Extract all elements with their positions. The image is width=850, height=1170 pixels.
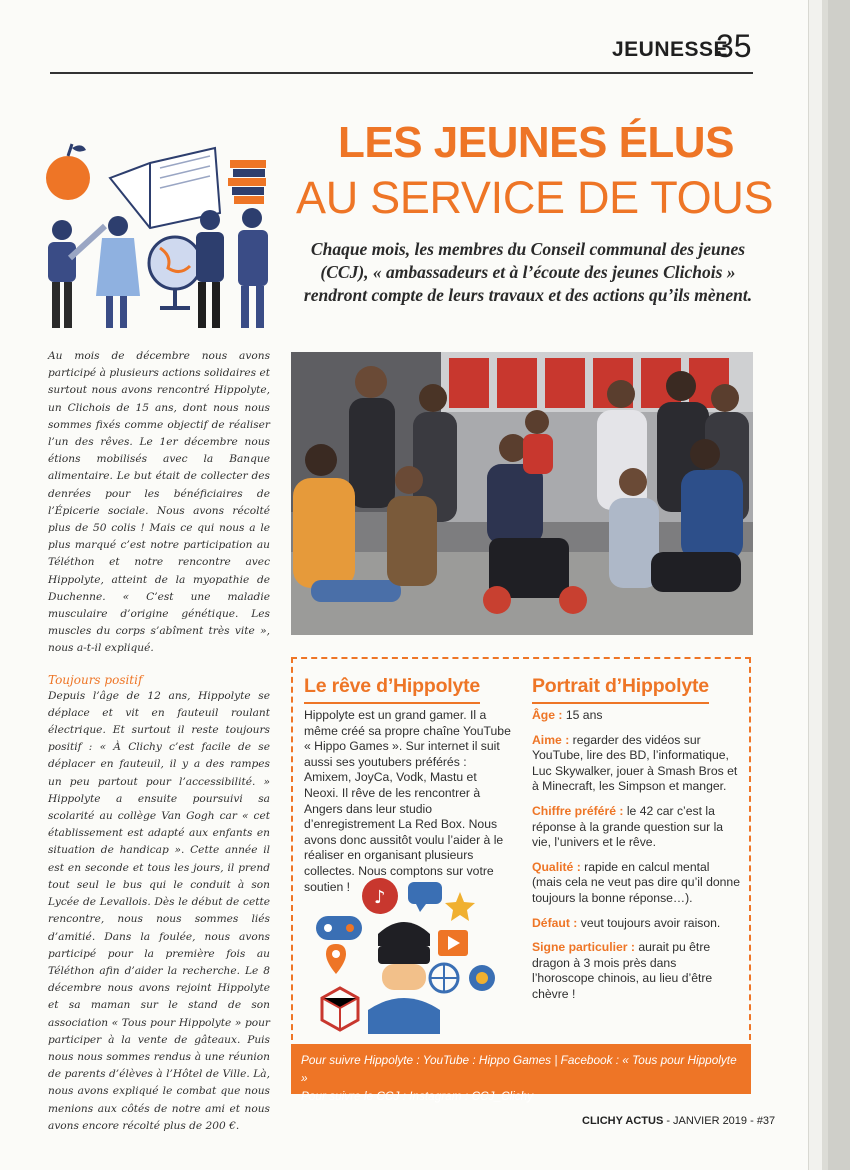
cube-icon <box>322 988 358 1030</box>
target-icon <box>469 965 495 991</box>
chat-bubble-icon <box>408 882 442 912</box>
page-number: 35 <box>716 28 752 64</box>
portrait-item-likes: Aime : regarder des vidéos sur YouTube, lire des BD, l’informatique, Luc Skywalker, jouer à Smash Bros et à Minecraft, les Simpson et manger. <box>532 732 738 794</box>
reve-text: Hippolyte est un grand gamer. Il a même créé sa propre chaîne YouTube « Hippo Games ». Sur internet il suit aussi ses youtubers préférés : Amixem, JoyCa, Vodk, Mastu et Neoxi. Il rêve de les rencontrer à Angers dans leur studio d’enregistrement La Red Box. Nous avons donc aussitôt voulu l’aider à le réaliser en organisant plusieurs collectes. Nous comptons sur votre soutien ! <box>304 708 511 894</box>
gamer-illustration <box>308 874 504 1034</box>
portrait-item-sign: Signe particulier : aurait pu être dragon à 3 mois près dans l’horoscope chinois, au lieu d’être chèvre ! <box>532 940 713 1001</box>
reve-title: Le rêve d’Hippolyte <box>304 675 480 698</box>
globe-icon <box>149 237 201 308</box>
article-paragraph-2: Depuis l’âge de 12 ans, Hippolyte se déplace et vit en fauteuil roulant électrique. Et surtout il reste toujours positif : « À Clichy c’est facile de se déplacer en fauteuil, il y a des rampes un peu partout pour l’accessibilité. » Hippolyte a ensuite poursuivi sa scolarité au collège Van Gogh car « cet établissement est adapté aux enfants en situation de handicap ». Cette année il est en seconde et tous les jours, il prend tout seul le bus qui le conduit à son Lycée de Levallois. Dès le début de cette rencontre, nous nous sommes liés d’amitié. Dans la foulée, nous avons participé pour la première fois au Téléthon afin d’aider la recherche. Le 8 décembre nous avons rejoint Hippolyte et sa maman sur le stand de son association « Tous pour Hippolyte » pour participer à la vente de gâteaux. Puis nous nous sommes rendus à une réunion de parents d’élèves à l’Hôtel de Ville. Là, nous avons expliqué le combat que nous menions aux côtés de notre ami et nous avons encore récolté plus de 200 €. <box>48 689 270 1132</box>
video-icon <box>438 930 468 956</box>
follow-hippolyte: Pour suivre Hippolyte : YouTube : Hippo Games | Facebook : « Tous pour Hippolyte » <box>301 1053 737 1085</box>
portrait-item-age: Âge : 15 ans <box>532 708 603 722</box>
globe-small-icon <box>430 964 458 992</box>
page-edge <box>808 0 823 1170</box>
location-pin-icon <box>326 944 346 974</box>
group-photo <box>291 352 753 635</box>
student-figure-1 <box>48 220 105 328</box>
follow-band <box>291 1044 751 1103</box>
folio <box>582 1115 775 1127</box>
headline-line-2: AU SERVICE DE TOUS <box>296 172 774 223</box>
student-figure-2 <box>96 216 140 328</box>
apple-icon <box>46 144 90 200</box>
article-paragraph-1: Au mois de décembre nous avons participé à plusieurs actions solidaires et surtout nous avons rencontré Hippolyte, un Clichois de 15 ans, dont nous nous sommes fixés comme objectif de réaliser l’un des rêves. Le 1er décembre nous étions mobilisés avec la Banque alimentaire. Le but était de collecter des denrées pour les bénéficiaires de l’Épicerie sociale. Nous avons récolté plus de 50 colis ! Mais ce qui nous a le plus marqué c’est notre participation au Téléthon et notre rencontre avec Hippolyte, atteint de la myopathie de Duchenne. « C’est une maladie musculaire d’origine génétique. Les muscles du corps s’abîment très vite », nous a-t-il expliqué. <box>48 350 270 655</box>
portrait-title: Portrait d’Hippolyte <box>532 675 709 698</box>
article-subhead: Toujours positif <box>48 672 143 687</box>
portrait-list <box>532 708 742 1012</box>
left-column-article <box>48 348 270 1135</box>
magazine-name: CLICHY ACTUS <box>582 1115 664 1127</box>
portrait-item-quality: Qualité : rapide en calcul mental (mais cela ne veut pas dire qu’il donne toujours la bonne réponse…). <box>532 859 740 905</box>
svg-text:♪: ♪ <box>374 887 386 908</box>
section-title: JEUNESSE <box>612 38 729 61</box>
page-edge-back <box>828 0 850 1170</box>
intro-chapo: Chaque mois, les membres du Conseil communal des jeunes (CCJ), « ambassadeurs et à l’écoute des jeunes Clichois » rendront compte de leurs travaux et des actions qu’ils mènent. <box>303 239 753 305</box>
students-illustration <box>40 138 280 333</box>
student-figure-4 <box>238 208 268 328</box>
headline-line-1: LES JEUNES ÉLUS <box>338 118 734 167</box>
portrait-item-flaw: Défaut : veut toujours avoir raison. <box>532 915 721 930</box>
follow-ccj: Pour suivre le CCJ : Instagram : CCJ_Clichy <box>301 1089 534 1103</box>
portrait-item-number: Chiffre préféré : le 42 car c’est la réponse à la grande question sur la vie, l’univers et le rêve. <box>532 803 724 850</box>
books-stack-icon <box>228 160 266 204</box>
issue-info: - JANVIER 2019 - #37 <box>663 1115 776 1127</box>
student-figure-3 <box>196 210 224 328</box>
header-rule <box>50 72 753 74</box>
gamepad-icon <box>316 916 362 940</box>
star-icon <box>445 892 475 921</box>
